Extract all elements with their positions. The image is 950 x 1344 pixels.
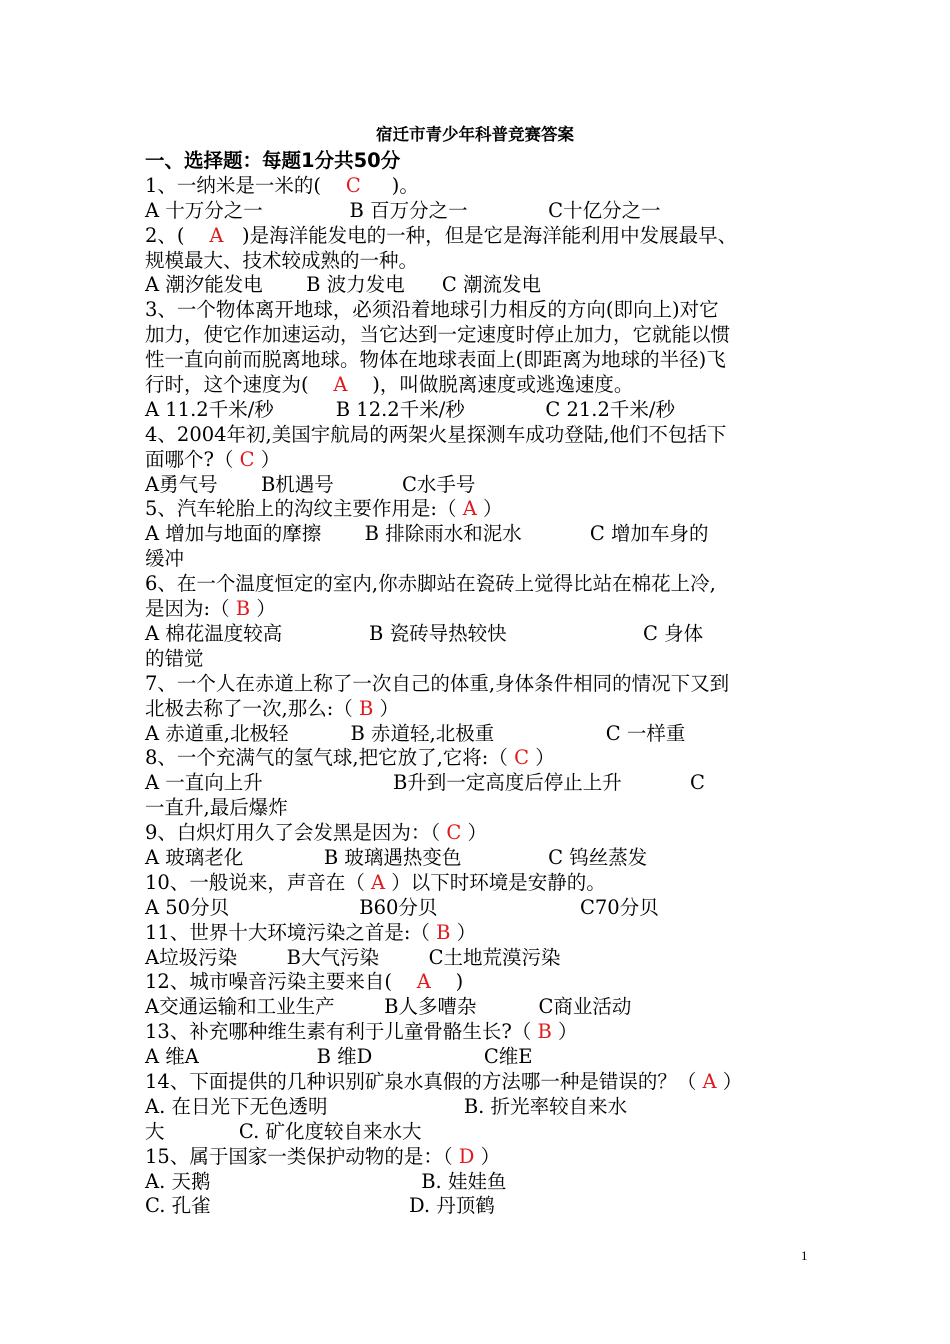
text-line bbox=[145, 771, 825, 796]
line-text-tail: )。 bbox=[360, 173, 419, 197]
answer-mark: B bbox=[235, 597, 251, 621]
text-line bbox=[145, 921, 825, 946]
answer-mark: C bbox=[239, 447, 255, 471]
line-text-tail: ） bbox=[373, 696, 400, 720]
text-line bbox=[145, 796, 825, 821]
answer-mark: C bbox=[345, 173, 361, 197]
text-line bbox=[145, 871, 825, 896]
line-text-tail: ） bbox=[461, 821, 487, 845]
text-line bbox=[145, 224, 825, 249]
line-text: A 一直向上升 B升到一定高度后停止上升 C bbox=[145, 771, 705, 795]
line-text: A 维A B 维D C维E bbox=[145, 1045, 533, 1069]
text-line bbox=[145, 1045, 825, 1070]
line-text: 性一直向前而脱离地球。物体在地球表面上(即距离为地球的半径)飞 bbox=[145, 348, 726, 372]
answer-mark: A bbox=[462, 497, 477, 521]
line-text: A 十万分之一 B 百万分之一 C十亿分之一 bbox=[145, 198, 661, 222]
line-text: A 50分贝 B60分贝 C70分贝 bbox=[145, 895, 659, 919]
line-text-tail: )是海洋能发电的一种，但是它是海洋能利用中发展最早、 bbox=[223, 223, 738, 247]
line-text-tail: )，叫做脱离速度或逃逸速度。 bbox=[347, 373, 634, 397]
text-line bbox=[145, 273, 825, 298]
text-line bbox=[145, 622, 825, 647]
line-text: A 玻璃老化 B 玻璃遇热变色 C 钨丝蒸发 bbox=[145, 845, 648, 869]
line-text: 7、一个人在赤道上称了一次自己的体重,身体条件相同的情况下又到 bbox=[145, 671, 730, 695]
line-text-tail: ）以下时环境是安静的。 bbox=[385, 870, 606, 894]
text-line bbox=[145, 722, 825, 747]
text-line bbox=[145, 298, 825, 323]
line-text: 5、汽车轮胎上的沟纹主要作用是:（ bbox=[145, 497, 463, 521]
text-line bbox=[145, 1020, 825, 1045]
text-line bbox=[145, 1095, 825, 1120]
line-text: A. 在日光下无色透明 B. 折光率较自来水 bbox=[145, 1094, 628, 1118]
text-line bbox=[145, 174, 825, 199]
text-line bbox=[145, 373, 825, 398]
line-text: A. 天鹅 B. 娃娃鱼 bbox=[145, 1169, 507, 1193]
text-line bbox=[145, 448, 825, 473]
text-line bbox=[145, 1070, 825, 1095]
text-line bbox=[145, 249, 825, 274]
text-line bbox=[145, 473, 825, 498]
text-line bbox=[145, 647, 825, 672]
text-line bbox=[145, 323, 825, 348]
line-text-tail: ） bbox=[450, 920, 477, 944]
line-text: 2、( bbox=[145, 223, 210, 247]
line-text-tail: ） bbox=[529, 746, 555, 770]
line-text: A垃圾污染 B大气污染 C土地荒漠污染 bbox=[145, 945, 561, 969]
line-text: 12、城市噪音污染主要来自( bbox=[145, 970, 417, 994]
text-line bbox=[145, 746, 825, 771]
line-text: 9、白炽灯用久了会发黑是因为：（ bbox=[145, 821, 447, 845]
text-line bbox=[145, 398, 825, 423]
line-text: 是因为:（ bbox=[145, 597, 236, 621]
line-text: C. 孔雀 D. 丹顶鹤 bbox=[145, 1194, 495, 1218]
line-text: 4、2004年初,美国宇航局的两架火星探测车成功登陆,他们不包括下 bbox=[145, 422, 727, 446]
line-text: 面哪个?（ bbox=[145, 447, 240, 471]
text-line bbox=[145, 846, 825, 871]
line-text: A交通运输和工业生产 B人多嘈杂 C商业活动 bbox=[145, 995, 632, 1019]
text-line bbox=[145, 522, 825, 547]
line-text: 15、属于国家一类保护动物的是：（ bbox=[145, 1144, 459, 1168]
text-line bbox=[145, 423, 825, 448]
line-text-tail: ） bbox=[254, 447, 281, 471]
line-text: 一直升,最后爆炸 bbox=[145, 796, 288, 820]
text-line bbox=[145, 970, 825, 995]
answer-mark: C bbox=[514, 746, 529, 770]
text-line bbox=[145, 946, 825, 971]
line-text: 8、一个充满气的氢气球,把它放了,它将:（ bbox=[145, 746, 515, 770]
line-text: A 11.2千米/秒 B 12.2千米/秒 C 21.2千米/秒 bbox=[145, 397, 675, 421]
line-text: 北极去称了一次,那么:（ bbox=[145, 696, 359, 720]
line-text: 3、一个物体离开地球，必须沿着地球引力相反的方向(即向上)对它 bbox=[145, 298, 719, 322]
line-text: 大 C. 矿化度较自来水大 bbox=[145, 1119, 422, 1143]
question-list bbox=[145, 174, 825, 1219]
text-line bbox=[145, 547, 825, 572]
text-line bbox=[145, 348, 825, 373]
answer-mark: A bbox=[333, 373, 348, 397]
text-line bbox=[145, 199, 825, 224]
text-line bbox=[145, 597, 825, 622]
text-line bbox=[145, 896, 825, 921]
line-text: 行时，这个速度为( bbox=[145, 373, 334, 397]
line-text: 规模最大、技术较成熟的一种。 bbox=[145, 248, 419, 272]
line-text: 10、一般说来，声音在（ bbox=[145, 870, 372, 894]
text-line bbox=[145, 672, 825, 697]
line-text: A 赤道重,北极轻 B 赤道轻,北极重 C 一样重 bbox=[145, 721, 686, 745]
page-number: 1 bbox=[801, 1248, 808, 1263]
line-text: 的错觉 bbox=[145, 646, 204, 670]
line-text: 13、补充哪种维生素有利于儿童骨骼生长?（ bbox=[145, 1020, 538, 1044]
line-text: 1、一纳米是一米的( bbox=[145, 173, 346, 197]
answer-mark: B bbox=[537, 1020, 552, 1044]
document-body bbox=[145, 123, 825, 1219]
section-heading: 一、选择题：每题1分共50分 bbox=[145, 149, 401, 172]
text-line bbox=[145, 1194, 825, 1219]
text-line bbox=[145, 995, 825, 1020]
line-text: A 增加与地面的摩擦 B 排除雨水和泥水 C 增加车身的 bbox=[145, 522, 709, 546]
answer-mark: A bbox=[209, 223, 224, 247]
answer-mark: A bbox=[416, 970, 431, 994]
text-line bbox=[145, 697, 825, 722]
line-text: 11、世界十大环境污染之首是:（ bbox=[145, 920, 437, 944]
line-text: 缓冲 bbox=[145, 547, 185, 571]
line-text: 14、下面提供的几种识别矿泉水真假的方法哪一种是错误的？（ bbox=[145, 1069, 703, 1093]
line-text-tail: ） bbox=[551, 1020, 578, 1044]
line-text: A 棉花温度较高 B 瓷砖导热较快 C 身体 bbox=[145, 621, 704, 645]
line-text-tail: ） bbox=[250, 597, 276, 621]
line-text: A勇气号 B机遇号 C水手号 bbox=[145, 472, 476, 496]
text-line bbox=[145, 821, 825, 846]
text-line bbox=[145, 1120, 825, 1145]
answer-mark: C bbox=[446, 821, 462, 845]
line-text: A 潮汐能发电 B 波力发电 C 潮流发电 bbox=[145, 273, 542, 297]
answer-mark: B bbox=[436, 920, 451, 944]
line-text-tail: ） bbox=[474, 1144, 501, 1168]
document-title: 宿迁市青少年科普竞赛答案 bbox=[376, 125, 574, 144]
line-text-tail: ) bbox=[430, 970, 464, 994]
answer-mark: D bbox=[458, 1144, 475, 1168]
text-line bbox=[145, 497, 825, 522]
line-text: 加力，使它作加速运动，当它达到一定速度时停止加力，它就能以惯 bbox=[145, 323, 731, 347]
answer-mark: A bbox=[702, 1069, 717, 1093]
line-text-tail: ） bbox=[476, 497, 503, 521]
line-text-tail: ） bbox=[716, 1069, 743, 1093]
answer-mark: B bbox=[358, 696, 374, 720]
text-line bbox=[145, 1170, 825, 1195]
text-line bbox=[145, 1145, 825, 1170]
text-line bbox=[145, 572, 825, 597]
answer-mark: A bbox=[371, 870, 386, 894]
line-text: 6、在一个温度恒定的室内,你赤脚站在瓷砖上觉得比站在棉花上冷, bbox=[145, 572, 716, 596]
